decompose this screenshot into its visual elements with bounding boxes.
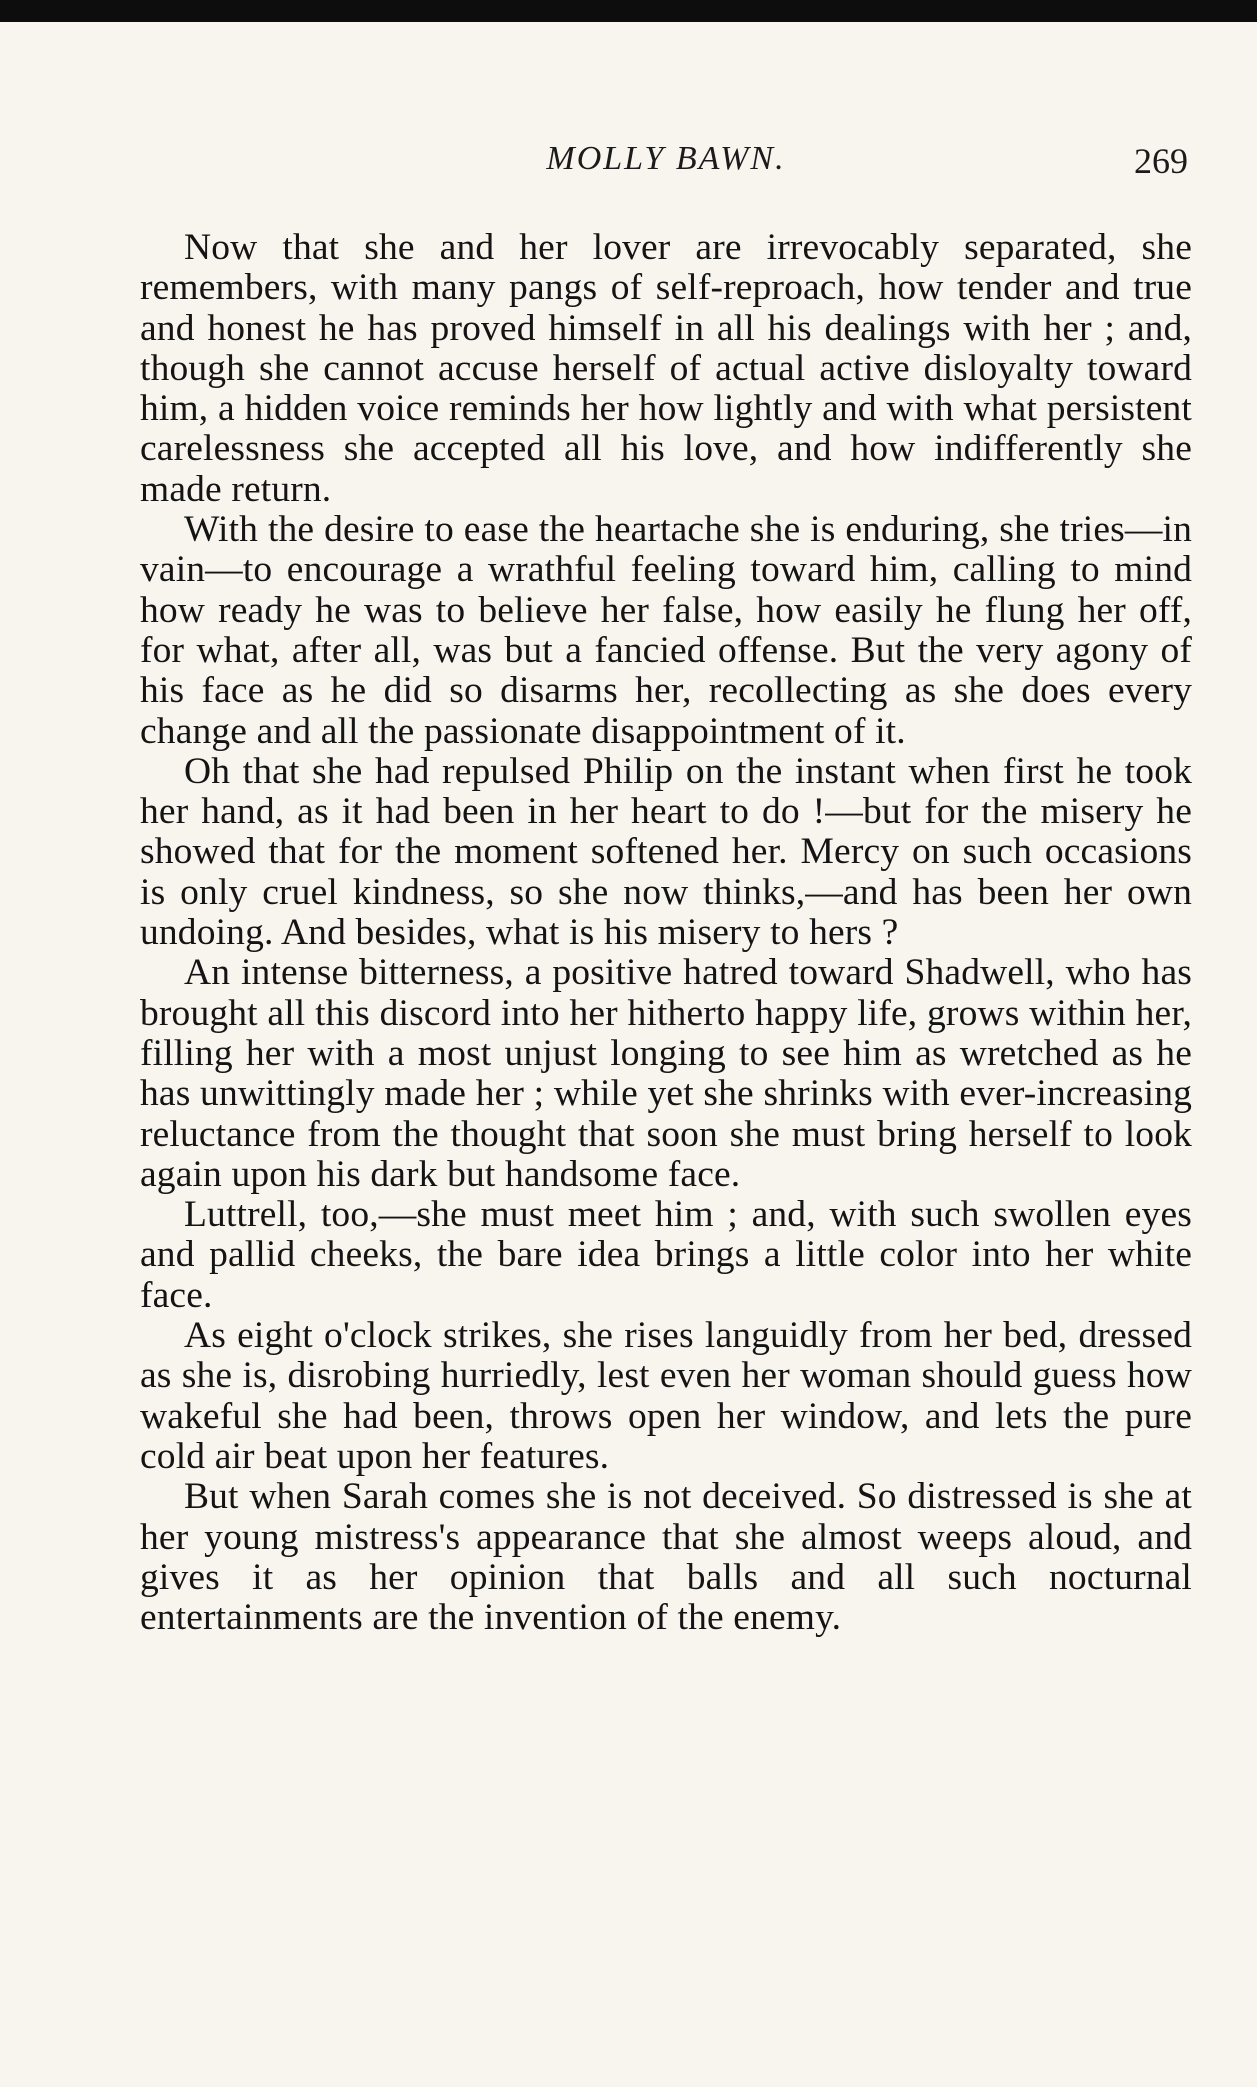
- paragraph-4: An intense bitterness, a positive hatred toward Shadwell, who has brought all this discord into her hitherto happy life, grows within her, filling her with a most unjust longing to see him as wretched as he has unwittingly made her ; while yet she shrinks with ever-increasing reluctance from the thought that soon she must bring herself to look again upon his dark but handsome face.: [140, 952, 1192, 1195]
- paragraph-7: But when Sarah comes she is not deceived. So distressed is she at her young mistress's appearance that she almost weeps aloud, and gives it as her opinion that balls and all such nocturnal entertainments are the invention of the enemy.: [140, 1476, 1192, 1639]
- running-title: MOLLY BAWN.: [546, 140, 786, 177]
- paragraph-1: Now that she and her lover are irrevocably separated, she remembers, with many pangs of self-reproach, how tender and true and honest he has proved himself in all his dealings with her ; and, though she cannot accuse herself of actual active disloyalty toward him, a hidden voice reminds her how lightly and with what persistent carelessness she accepted all his love, and how indifferently she made return.: [140, 227, 1192, 510]
- paragraph-5: Luttrell, too,—she must meet him ; and, with such swollen eyes and pallid cheeks, the bare idea brings a little color into her white face.: [140, 1194, 1192, 1316]
- top-border-rule: [0, 0, 1257, 22]
- page-header: [140, 140, 1192, 190]
- page-number: 269: [1134, 141, 1188, 181]
- paragraph-2: With the desire to ease the heartache she is enduring, she tries—in vain—to encourage a wrathful feeling toward him, calling to mind how ready he was to believe her false, how easily he flung her off, for what, after all, was but a fancied offense. But the very agony of his face as he did so disarms her, recollecting as she does every change and all the passionate disappointment of it.: [140, 509, 1192, 752]
- paragraph-3: Oh that she had repulsed Philip on the instant when first he took her hand, as it had been in her heart to do !—but for the misery he showed that for the moment softened her. Mercy on such occasions is only cruel kindness, so she now thinks,—and has been her own undoing. And besides, what is his misery to hers ?: [140, 750, 1192, 954]
- paragraph-6: As eight o'clock strikes, she rises languidly from her bed, dressed as she is, disrobing hurriedly, lest even her woman should guess how wakeful she had been, throws open her window, and lets the pure cold air beat upon her features.: [140, 1315, 1192, 1477]
- body-text: [140, 228, 1192, 1638]
